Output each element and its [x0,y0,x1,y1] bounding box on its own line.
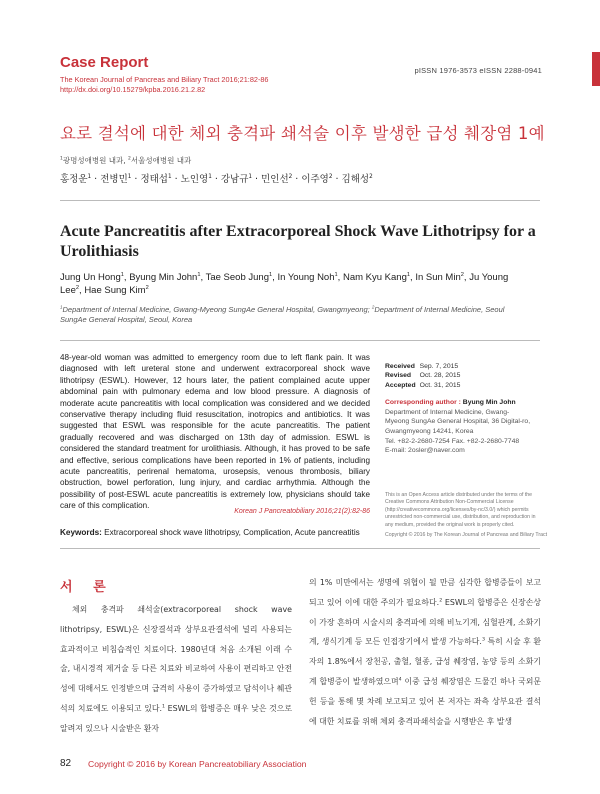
corresponding-address-line: Myeong SungAe General Hospital, 36 Digital-ro, [385,418,531,426]
korean-title: 요로 결석에 대한 체외 충격파 쇄석술 이후 발생한 급성 췌장염 1예 [60,124,545,143]
section-title-introduction: 서 론 [60,580,114,595]
date-value: Oct. 28, 2015 [419,372,461,380]
affil-mark: 1 [167,173,172,180]
korean-affiliation-1: 광명성애병원 내과, [62,156,128,165]
edge-tab [592,52,600,86]
reference-mark: 4 [398,677,402,683]
open-access-notice: This is an Open Access article distributed under the terms of the Creative Commons Attribution Non-Commercial License (http://creativecommons.org/licenses/by-nc/3.0/) which permits unrestricted non-commercial use, distribution, and reproduction in any medium, provided the original work is properly cited. [385,492,536,528]
author-name: 노인영 [180,174,209,185]
date-label: Accepted [385,381,416,389]
affil-mark: 1 [406,271,411,278]
abstract-citation: Korean J Pancreatobiliary 2016;21(2):82-86 [234,508,370,515]
page-number: 82 [60,758,72,769]
affil-mark: 2 [288,173,293,180]
korean-affiliations [60,155,191,166]
corresponding-email[interactable]: E-mail: 2osler@naver.com [385,447,465,455]
affil-mark: 2 [371,304,375,310]
date-label: Revised [385,372,412,380]
corresponding-label: Corresponding author : [385,399,463,407]
affil-mark: 1 [248,173,253,180]
affil-mark: 1 [87,173,92,180]
author-name: 민인선 [261,174,289,185]
date-row [385,371,464,380]
author-name: 홍정운 [60,174,88,185]
body-divider [60,548,540,549]
body-paragraph [60,600,292,739]
date-row [385,381,464,390]
author-name: In Sun Min [415,272,461,283]
affil-mark: 2 [369,173,373,180]
dates-table [385,362,464,390]
affil-mark: 1 [127,173,132,180]
affil-mark: 1 [60,304,63,310]
keywords-label: Keywords: [60,528,102,537]
date-label: Received [385,363,415,370]
body-text: 특히 시술 후 환자의 1.8%에서 장천공, 출혈, 혈종, 급성 췌장염, 농양 등의 소화기계 합병증이 발생하였으며 [309,637,541,686]
corresponding-author [385,398,545,408]
affil-mark: 1 [334,271,338,278]
keywords [60,528,380,537]
affil-mark: 1 [208,173,212,180]
body-text: 의 1% 미만에서는 생명에 위협이 될 만큼 심각한 합병증들이 보고되고 있어 이에 대한 주의가 필요하다. [309,578,541,607]
affil-mark: 2 [75,284,80,291]
author-name: Byung Min John [129,272,198,283]
date-row [385,362,464,371]
reference-mark: 2 [439,598,443,604]
english-affiliation-2: Department of Internal Medicine, Seoul SungAe General Hospital, Seoul, Korea [60,305,505,324]
corresponding-address-line: Department of Internal Medicine, Gwang- [385,408,510,416]
english-affiliations [60,305,530,325]
corresponding-phone: Tel. +82-2-2680-7254 Fax. +82-2-2680-7748 [385,437,520,445]
korean-authors: 홍정운$^1$ · 전병민$^1$ · 정태섭$^1$ · 노인영$^1$ · 강남규$^1$ · 민인선$^2$ · 이주영$^2$ · 김해성$^2$ [60,173,373,185]
english-authors: Jung Un Hong$^1$, Byung Min John$^1$, Tae Seob Jung$^1$, In Young Noh$^1$, Nam Kyu Kang$^1$, In Sun Min$^2$, Ju Young Lee$^2$, Hae Sung Kim$^2$ [60,271,509,296]
footer-copyright: Copyright © 2016 by Korean Pancreatobiliary Association [88,759,307,769]
author-name: Nam Kyu Kang [342,272,407,283]
body-text: 이중 급성 췌장염은 드물긴 하나 국외문헌 등을 통해 몇 차례 보고되고 있어 본 저자는 좌측 상부요관 결석에 대한 치료를 위해 체외 충격파쇄석술을 시행받은 후 발생 [309,676,541,726]
article-info-box [385,362,545,456]
affil-mark: 1 [120,271,124,278]
english-affiliation-1: Department of Internal Medicine, Gwang-Myeong SungAe General Hospital, Gwangmyeong; [62,305,372,314]
reference-mark: 3 [481,637,485,643]
date-value: Sep. 7, 2015 [419,363,459,370]
corresponding-address-line: Gwangmyeong 14241, Korea [385,428,474,435]
author-name: Jung Un Hong [60,272,121,283]
affil-mark: 2 [328,173,333,180]
korean-affiliation-2: 서울성애병원 내과 [130,156,192,165]
body-column-left [60,600,292,739]
affil-mark: 2 [145,284,149,291]
author-name: 전병민 [100,174,128,185]
author-name: Tae Seob Jung [205,272,269,283]
author-name: Hae Sung Kim [84,285,146,296]
abstract-divider [60,340,540,341]
affil-mark: 1 [268,271,273,278]
author-name: 강남규 [220,174,249,185]
author-name: 정태섭 [140,174,168,185]
affil-mark: 2 [460,271,464,278]
date-value: Oct. 31, 2015 [419,381,461,389]
body-text: ESWL의 합병증은 신장손상이 가장 흔하며 시술시의 충격파에 의해 비뇨기계, 심혈관계, 소화기계, 생식기계 등 모든 인접장기에서 발생 가능하다. [309,597,541,647]
affil-mark: 2 [128,156,131,162]
affil-mark: 1 [60,156,63,162]
abstract-text: 48-year-old woman was admitted to emergency room due to left flank pain. It was diagnosed with left ureteral stone and underwent extracorporeal shock wave lithotripsy (ESWL). However, 12 hours later, the patient complained acute upper abdominal pain with pulmonary edema and low blood pressure. A diagnosis of moderate acute pancreatitis with local complication was considered and we decided conservative therapy including fluid resuscitation, inotropics and antibiotics. It was suggested that ESWL was responsible for the acute pancreatitis. The patient gradually recovered and was discharged on 13th day of admission. ESWL is considered the standard treatment for urolithiasis. Although, it has proved to be safe and effective, serious complications have been reported in 1% of patients, including acute pancreatitis, perirenal hematoma, urosepsis, venous thrombosis, biliary obstruction, bowel perforation, lung injury, and cardiac arrhythmia. Although the possibility of post-ESWL acute pancreatitis is extremely low, physicians should take care of this complication. [60,353,370,511]
body-text: 체외 충격파 쇄석술(extracorporeal shock wave lithotripsy, ESWL)은 신장결석과 상부요관결석에 널리 사용되는 효과적이고 비침습적인 치료이다. 1980년대 처음 소개된 이래 수술, 내시경적 제거술 등 다른 치료와 비교하여 사용이 편리하고 안전성에 대해서도 인정받으며 급격히 사용이 증가하였고 담석이나 췌관석의 치료에도 이용되고 있다. [60,605,292,713]
author-name: 이주영 [301,174,329,185]
body-paragraph [309,573,541,731]
reference-mark: 1 [161,704,165,710]
journal-citation: The Korean Journal of Pancreas and Biliary Tract 2016;21:82-86 [60,75,269,84]
author-name: 김해성 [341,174,370,185]
keywords-list: Extracorporeal shock wave lithotripsy, Complication, Acute pancreatitis [104,528,360,537]
article-type-label: Case Report [60,54,149,71]
doi-link[interactable]: http://dx.doi.org/10.15279/kpba.2016.21.2.82 [60,85,206,94]
body-text: ESWL의 합병증은 매우 낮은 것으로 알려져 있으나 시술받은 환자 [60,703,292,733]
english-title: Acute Pancreatitis after Extracorporeal Shock Wave Lithotripsy for a Urolithiasis [60,223,536,260]
corresponding-name: Byung Min John [462,399,516,407]
author-name: In Young Noh [277,272,335,283]
issn-line: pISSN 1976-3573 eISSN 2288-0941 [414,66,542,75]
author-name: Ju Young Lee [60,272,509,296]
header-divider [60,200,540,201]
affil-mark: 1 [197,271,201,278]
body-column-right [309,573,541,731]
sidebox-copyright: Copyright © 2016 by The Korean Journal of Pancreas and Biliary Tract [385,532,548,538]
